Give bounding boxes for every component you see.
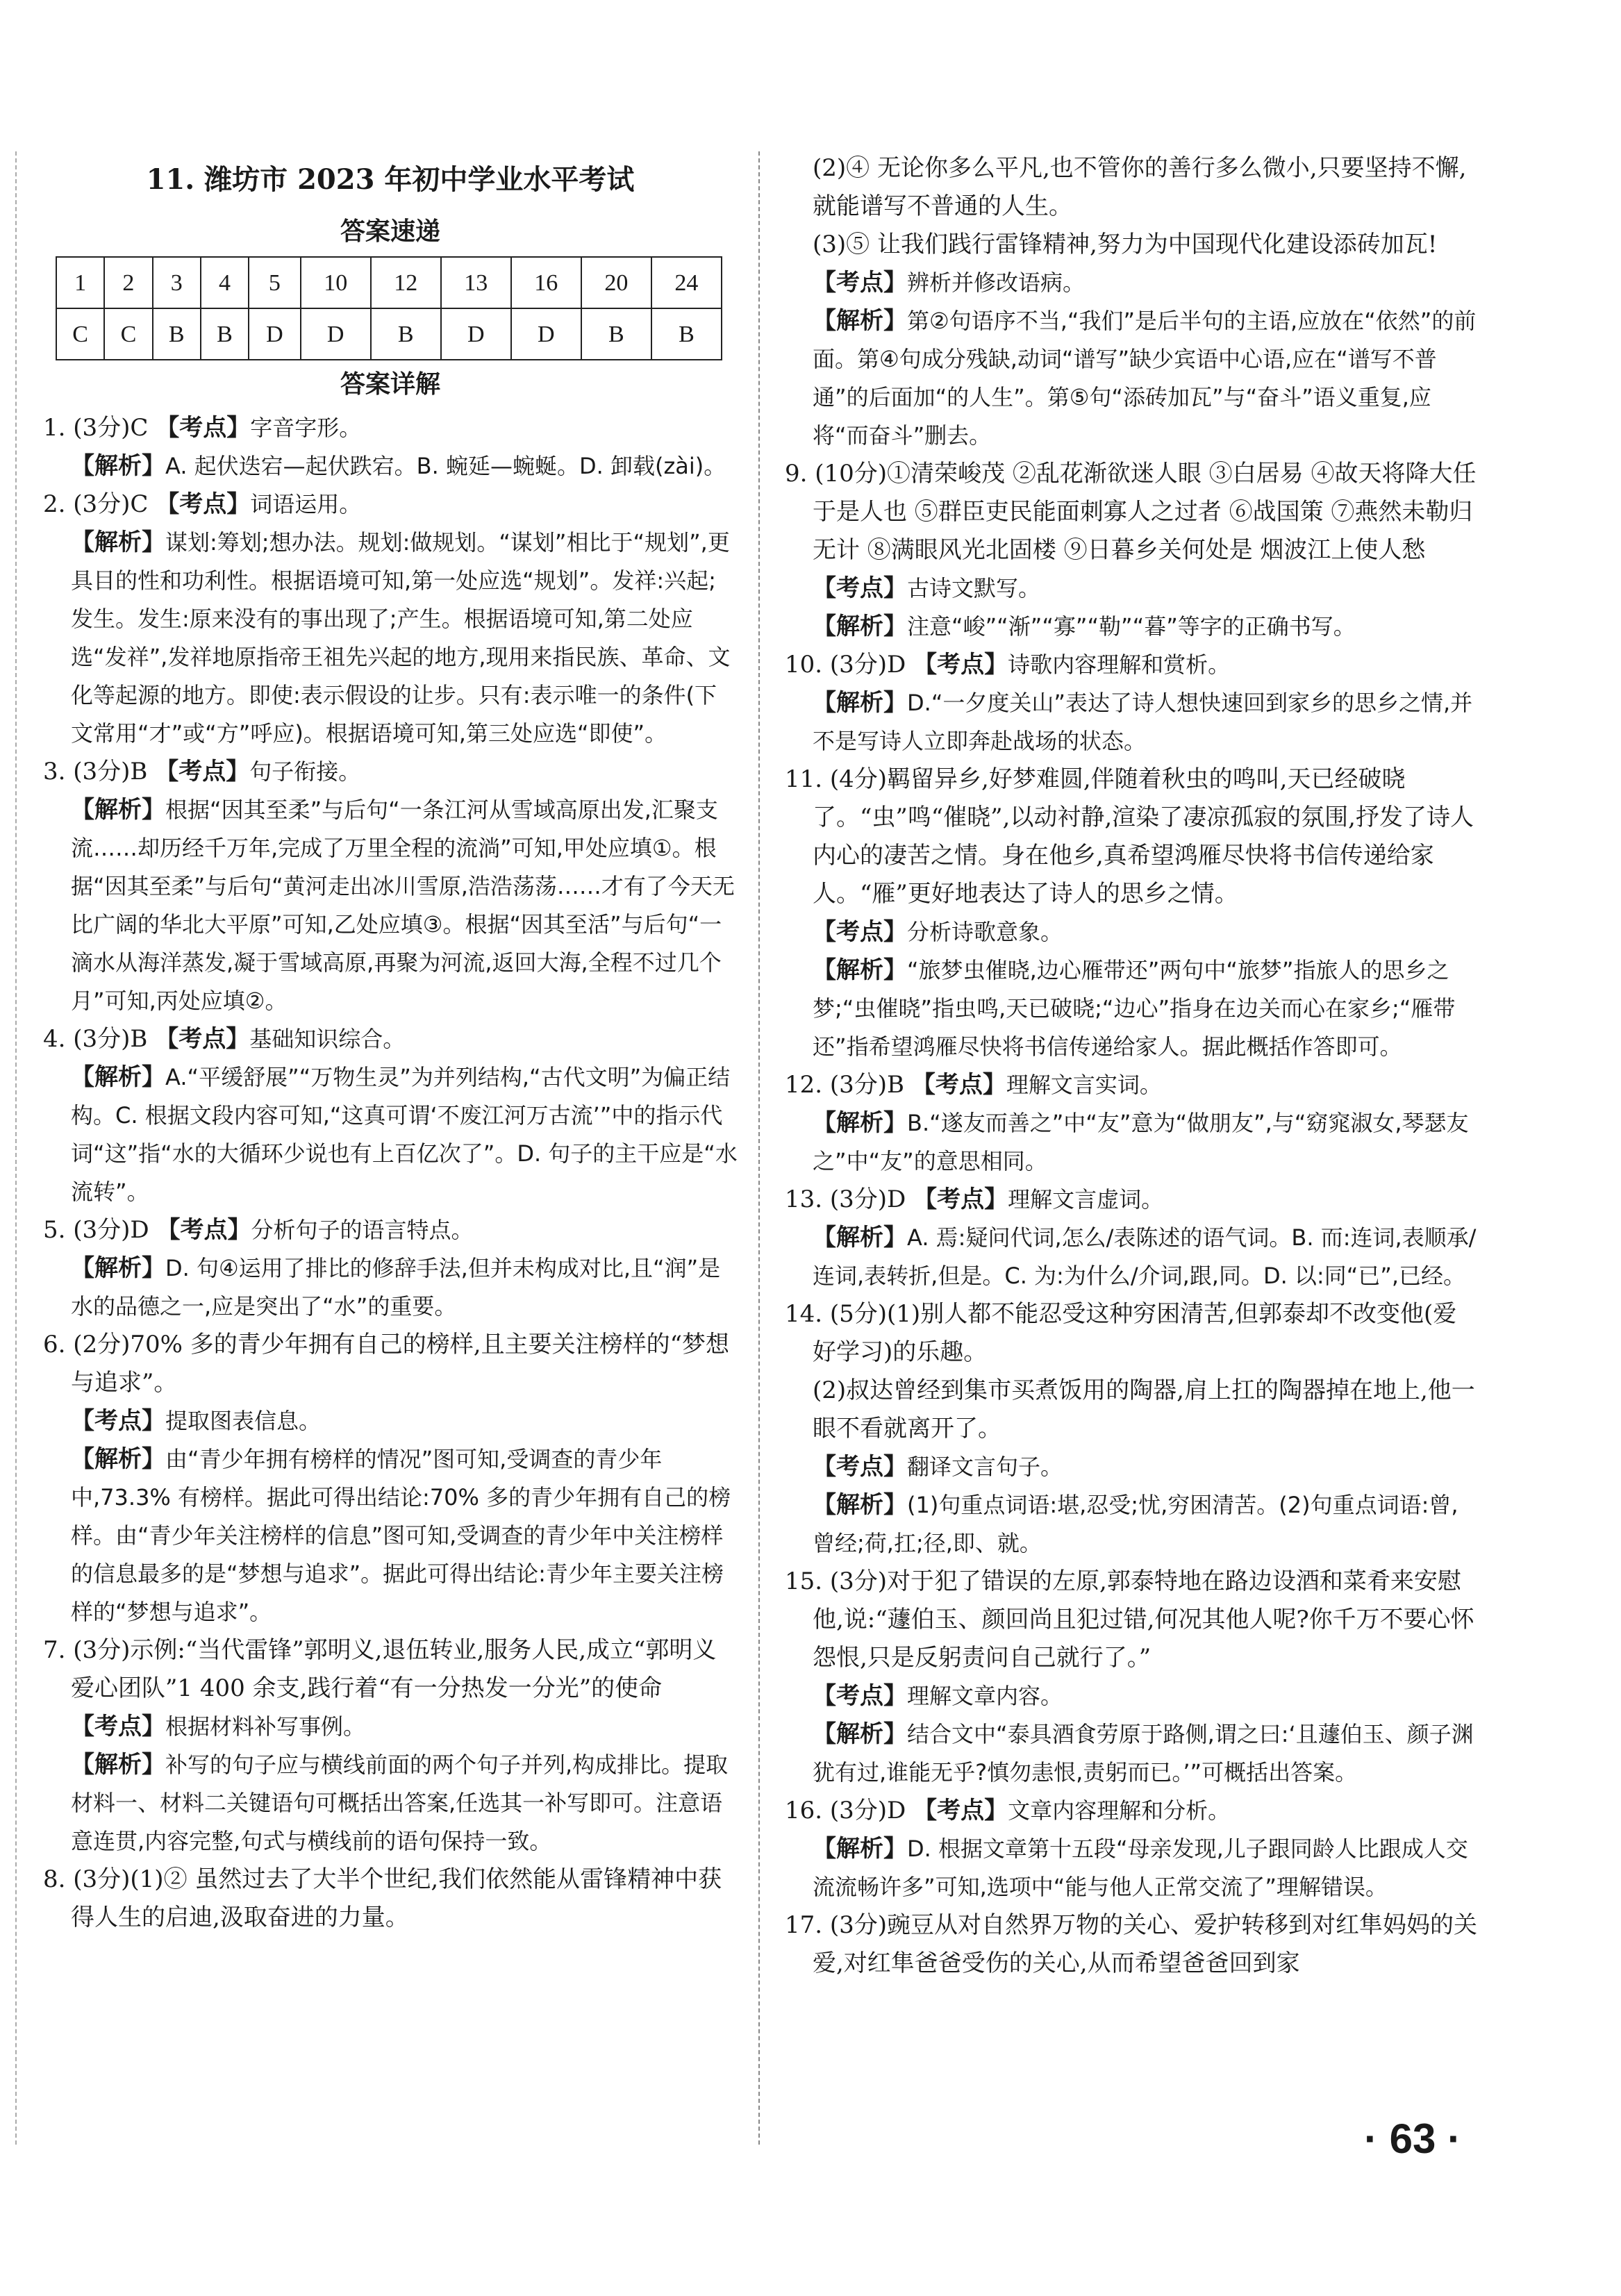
kaodian-text: 字音字形。 — [250, 415, 362, 441]
jiexi-text: A.“平缓舒展”“万物生灵”为并列结构,“古代文明”为偏正结构。C. 根据文段内容可知,“这真可谓‘不废江河万古流’”中的指示代词“这”指“水的大循环少说也有上百亿次了”。D. 句子的主干应是“水流转”。 — [71, 1064, 738, 1205]
item-head: 6. (2分)70% 多的青少年拥有自己的榜样,且主要关注榜样的“梦想与追求”。 — [43, 1331, 729, 1397]
item-head: 9. (10分)①清荣峻茂 ②乱花渐欲迷人眼 ③白居易 ④故天将降大任于是人也 ⑤群臣吏民能面刺寡人之过者 ⑥战国策 ⑦燕然未勒归无计 ⑧满眼风光北固楼 ⑨日暮乡关何处是 烟波江上使人愁 — [785, 460, 1477, 564]
jiexi-label: 【解析】 — [813, 1835, 907, 1863]
kaodian-label: 【考点】 — [155, 758, 250, 785]
q-answer: D — [301, 308, 371, 360]
q-answer: D — [441, 308, 511, 360]
answer-item — [43, 1326, 738, 1631]
item-head: 16. (3分)D — [785, 1797, 906, 1824]
answer-item — [43, 1211, 738, 1326]
jiexi-label: 【解析】 — [813, 1720, 907, 1748]
jiexi-label: 【解析】 — [813, 1491, 907, 1519]
q-answer: C — [56, 308, 104, 360]
jiexi-label: 【解析】 — [813, 1109, 907, 1137]
jiexi-text: D.“一夕度关山”表达了诗人想快速回到家乡的思乡之情,并不是写诗人立即奔赴战场的状态。 — [813, 690, 1473, 754]
kaodian-text: 分析诗歌意象。 — [907, 919, 1063, 945]
answer-item — [43, 409, 738, 485]
kaodian-text: 辨析并修改语病。 — [907, 269, 1086, 296]
answer-item — [785, 149, 1479, 455]
item-head: 13. (3分)D — [785, 1186, 906, 1213]
answer-item — [785, 1181, 1479, 1295]
page-number: · 63 · — [1363, 2115, 1461, 2162]
answer-item — [785, 1066, 1479, 1181]
answer-item — [43, 1631, 738, 1861]
q-number: 5 — [249, 257, 301, 308]
quick-answers-heading: 答案速递 — [340, 217, 440, 246]
kaodian-label: 【考点】 — [71, 1713, 165, 1740]
kaodian-label: 【考点】 — [913, 1797, 1008, 1824]
answer-item — [785, 1792, 1479, 1906]
jiexi-label: 【解析】 — [71, 796, 165, 824]
item8-part2: (2)④ 无论你多么平凡,也不管你的善行多么微小,只要坚持不懈,就能谱写不普通的人生。 — [813, 154, 1467, 220]
kaodian-label: 【考点】 — [156, 414, 251, 442]
jiexi-label: 【解析】 — [71, 1445, 165, 1473]
jiexi-text: A. 焉:疑问代词,怎么/表陈述的语气词。B. 而:连词,表顺承/连词,表转折,但是。C. 为:为什么/介词,跟,同。D. 以:同“已”,已经。 — [813, 1224, 1477, 1289]
kaodian-text: 基础知识综合。 — [249, 1026, 406, 1052]
kaodian-label: 【考点】 — [813, 918, 907, 946]
answer-item — [785, 455, 1479, 646]
jiexi-label: 【解析】 — [813, 956, 907, 984]
q-answer: C — [104, 308, 152, 360]
jiexi-label: 【解析】 — [71, 1063, 165, 1091]
q-number: 3 — [153, 257, 201, 308]
kaodian-text: 词语运用。 — [250, 491, 362, 517]
q-number: 24 — [651, 257, 722, 308]
answer-item — [43, 485, 738, 753]
kaodian-label: 【考点】 — [156, 1216, 251, 1244]
kaodian-label: 【考点】 — [156, 490, 251, 518]
jiexi-label: 【解析】 — [71, 529, 165, 556]
kaodian-text: 根据材料补写事例。 — [165, 1713, 366, 1740]
q-number: 16 — [511, 257, 581, 308]
kaodian-text: 理解文言虚词。 — [1008, 1186, 1164, 1213]
kaodian-label: 【考点】 — [813, 1453, 907, 1481]
q-number: 1 — [56, 257, 104, 308]
page-edge-line — [15, 151, 17, 2145]
jiexi-text: 谋划:筹划;想办法。规划:做规划。“谋划”相比于“规划”,更具目的性和功利性。根据语境可知,第一处应选“规划”。发祥:兴起;发生。发生:原来没有的事出现了;产生。根据语境可知,第二处应选“发祥”,发祥地原指帝王祖先兴起的地方,现用来指民族、革命、文化等起源的地方。即使:表示假设的让步。只有:表示唯一的条件(下文常用“才”或“方”呼应)。根据语境可知,第三处应选“即使”。 — [71, 529, 731, 747]
kaodian-text: 理解文言实词。 — [1006, 1072, 1162, 1098]
kaodian-text: 分析句子的语言特点。 — [251, 1217, 474, 1243]
kaodian-text: 诗歌内容理解和赏析。 — [1008, 651, 1231, 678]
item-head: 17. (3分)豌豆从对自然界万物的关心、爱护转移到对红隼妈妈的关爱,对红隼爸爸受伤的关心,从而希望爸爸回到家 — [785, 1911, 1478, 1977]
jiexi-label: 【解析】 — [71, 1751, 165, 1779]
jiexi-text: B.“遂友而善之”中“友”意为“做朋友”,与“窈窕淑女,琴瑟友之”中“友”的意思相同。 — [813, 1110, 1469, 1174]
jiexi-text: 结合文中“泰具酒食劳原于路侧,谓之曰:‘且蘧伯玉、颜子渊犹有过,谁能无乎?慎勿恚恨,责躬而已。’”可概括出答案。 — [813, 1721, 1474, 1786]
kaodian-text: 句子衔接。 — [249, 758, 361, 785]
q-number: 2 — [104, 257, 152, 308]
jiexi-text: 第②句语序不当,“我们”是后半句的主语,应放在“依然”的前面。第④句成分残缺,动词“谱写”缺少宾语中心语,应在“谱写不普通”的后面加“的人生”。第⑤句“添砖加瓦”与“奋斗”语义重复,应将“而奋斗”删去。 — [813, 308, 1477, 449]
item-head: 7. (3分)示例:“当代雷锋”郭明义,退伍转业,服务人民,成立“郭明义爱心团队”1 400 余支,践行着“有一分热发一分光”的使命 — [43, 1636, 717, 1702]
jiexi-text: (1)句重点词语:堪,忍受;忧,穷困清苦。(2)句重点词语:曾,曾经;荷,扛;径,即、就。 — [813, 1492, 1458, 1556]
jiexi-text: A. 起伏迭宕—起伏跌宕。B. 蜿延—蜿蜒。D. 卸载(zài)。 — [165, 453, 726, 479]
answer-item — [785, 1906, 1479, 1983]
item-head: 10. (3分)D — [785, 651, 906, 679]
kaodian-label: 【考点】 — [913, 651, 1008, 679]
answer-table — [56, 256, 722, 360]
jiexi-label: 【解析】 — [813, 613, 907, 640]
answer-item — [785, 1295, 1479, 1563]
kaodian-text: 提取图表信息。 — [165, 1408, 322, 1434]
item-head: 3. (3分)B — [43, 758, 148, 785]
jiexi-text: “旅梦虫催晓,边心雁带还”两句中“旅梦”指旅人的思乡之梦;“虫催晓”指虫鸣,天已破晓;“边心”指身在边关而心在家乡;“雁带还”指希望鸿雁尽快将书信传递给家人。据此概括作答即可。 — [813, 957, 1456, 1060]
q-number: 4 — [201, 257, 249, 308]
answer-item — [43, 1020, 738, 1211]
item-head: 2. (3分)C — [43, 490, 149, 518]
item-head: 4. (3分)B — [43, 1025, 148, 1053]
detail-heading: 答案详解 — [340, 369, 440, 399]
q-answer: B — [201, 308, 249, 360]
kaodian-label: 【考点】 — [913, 1186, 1008, 1213]
q-number: 12 — [371, 257, 441, 308]
jiexi-label: 【解析】 — [813, 689, 907, 717]
q-answer: B — [371, 308, 441, 360]
item-head: 8. (3分)(1)② 虽然过去了大半个世纪,我们依然能从雷锋精神中获得人生的启迪,汲取奋进的力量。 — [43, 1865, 722, 1931]
answer-letter-row — [56, 308, 722, 360]
kaodian-label: 【考点】 — [813, 1682, 907, 1710]
answer-item — [43, 1861, 738, 1937]
jiexi-label: 【解析】 — [813, 1224, 907, 1251]
jiexi-text: D. 根据文章第十五段“母亲发现,儿子跟同龄人比跟成人交流流畅许多”可知,选项中“能与他人正常交流了”理解错误。 — [813, 1836, 1468, 1900]
kaodian-label: 【考点】 — [813, 574, 907, 602]
jiexi-label: 【解析】 — [813, 307, 907, 335]
kaodian-label: 【考点】 — [911, 1071, 1006, 1099]
item-head: 11. (4分)羁留异乡,好梦难圆,伴随着秋虫的鸣叫,天已经破晓了。“虫”鸣“催晓”,以动衬静,渲染了凄凉孤寂的氛围,抒发了诗人内心的凄苦之情。身在他乡,真希望鸿雁尽快将书信传递给家人。“雁”更好地表达了诗人的思乡之情。 — [785, 765, 1474, 908]
q-answer: D — [511, 308, 581, 360]
jiexi-label: 【解析】 — [71, 1254, 165, 1282]
item-head: 1. (3分)C — [43, 414, 149, 442]
q-answer: B — [581, 308, 651, 360]
kaodian-text: 理解文章内容。 — [907, 1683, 1063, 1709]
kaodian-label: 【考点】 — [155, 1025, 250, 1053]
jiexi-text: D. 句④运用了排比的修辞手法,但并未构成对比,且“润”是水的品德之一,应是突出了“水”的重要。 — [71, 1255, 721, 1320]
left-column — [43, 149, 738, 1937]
right-column — [785, 149, 1479, 1983]
item-head: 12. (3分)B — [785, 1071, 905, 1099]
jiexi-label: 【解析】 — [71, 452, 165, 480]
jiexi-text: 补写的句子应与横线前面的两个句子并列,构成排比。提取材料一、材料二关键语句可概括出答案,任选其一补写即可。注意语意连贯,内容完整,句式与横线前的语句保持一致。 — [71, 1752, 729, 1854]
kaodian-label: 【考点】 — [71, 1407, 165, 1435]
item-extra: (2)叔达曾经到集市买煮饭用的陶器,肩上扛的陶器掉在地上,他一眼不看就离开了。 — [813, 1376, 1475, 1442]
answer-item — [785, 646, 1479, 760]
item8-part3: (3)⑤ 让我们践行雷锋精神,努力为中国现代化建设添砖加瓦! — [813, 231, 1438, 258]
q-answer: B — [153, 308, 201, 360]
jiexi-text: 根据“因其至柔”与后句“一条江河从雪域高原出发,汇聚支流……却历经千万年,完成了万里全程的流淌”可知,甲处应填①。根据“因其至柔”与后句“黄河走出冰川雪原,浩浩荡荡……才有了今天无比广阔的华北大平原”可知,乙处应填③。根据“因其至活”与后句“一滴水从海洋蒸发,凝于雪域高原,再聚为河流,返回大海,全程不过几个月”可知,丙处应填②。 — [71, 797, 735, 1014]
answer-number-row — [56, 257, 722, 308]
q-number: 20 — [581, 257, 651, 308]
q-answer: B — [651, 308, 722, 360]
item-head: 15. (3分)对于犯了错误的左原,郭泰特地在路边设酒和菜肴来安慰他,说:“蘧伯玉、颜回尚且犯过错,何况其他人呢?你千万不要心怀怨恨,只是反躬责问自己就行了。” — [785, 1567, 1474, 1672]
answer-item — [785, 760, 1479, 1066]
kaodian-text: 翻译文言句子。 — [907, 1454, 1063, 1480]
answer-item — [43, 753, 738, 1020]
item-head: 14. (5分)(1)别人都不能忍受这种穷困清苦,但郭泰却不改变他(爱好学习)的乐趣。 — [785, 1300, 1457, 1366]
answer-item — [785, 1563, 1479, 1792]
q-number: 13 — [441, 257, 511, 308]
item-head: 5. (3分)D — [43, 1216, 149, 1244]
q-number: 10 — [301, 257, 371, 308]
q-answer: D — [249, 308, 301, 360]
column-divider — [758, 151, 760, 2145]
jiexi-text: 注意“峻”“渐”“寡”“勒”“暮”等字的正确书写。 — [907, 613, 1356, 640]
jiexi-text: 由“青少年拥有榜样的情况”图可知,受调查的青少年中,73.3% 有榜样。据此可得出结论:70% 多的青少年拥有自己的榜样。由“青少年关注榜样的信息”图可知,受调查的青少年中关注榜样的信息最多的是“梦想与追求”。据此可得出结论:青少年主要关注榜样的“梦想与追求”。 — [71, 1446, 731, 1625]
kaodian-text: 文章内容理解和分析。 — [1008, 1797, 1231, 1824]
kaodian-text: 古诗文默写。 — [907, 575, 1041, 601]
exam-title: 11. 潍坊市 2023 年初中学业水平考试 — [146, 163, 635, 196]
kaodian-label: 【考点】 — [813, 269, 907, 297]
